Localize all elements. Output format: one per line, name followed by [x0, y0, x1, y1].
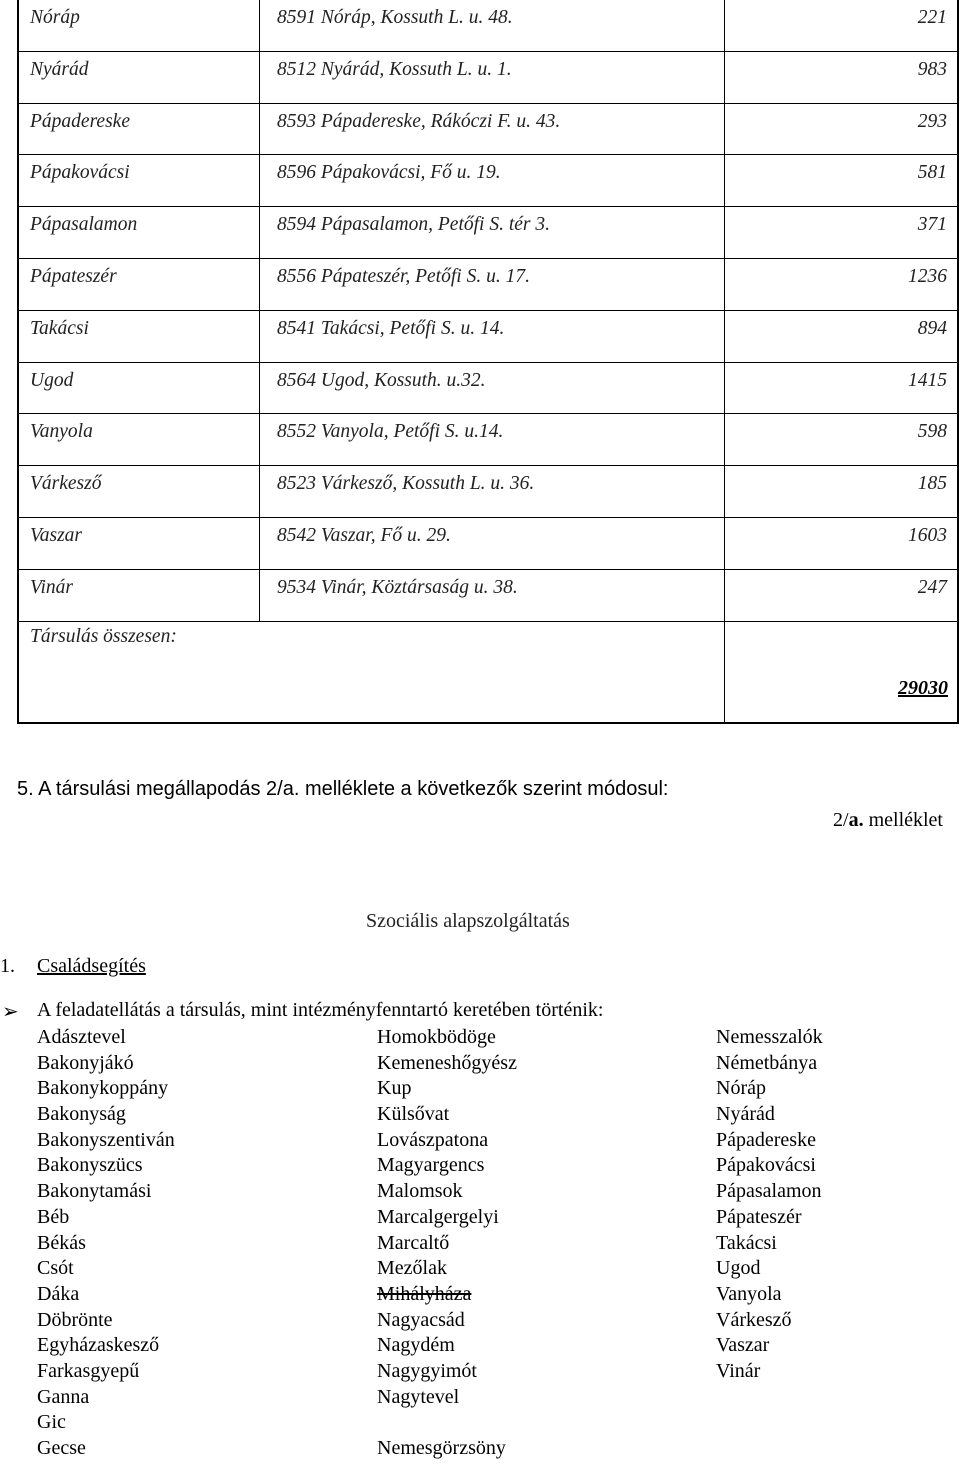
settlement-address: 9534 Vinár, Köztársaság u. 38. [277, 576, 518, 598]
arrow-bullet-icon: ➢ [2, 999, 19, 1023]
settlement-name: Pápadereske [30, 110, 130, 132]
village-column-3 [716, 1025, 823, 1385]
village-name: Takácsi [716, 1231, 777, 1254]
village-name: Pápakovácsi [716, 1154, 816, 1177]
settlement-value: 1415 [908, 369, 947, 391]
settlement-name: Várkesző [30, 473, 102, 495]
village-name: Ugod [716, 1257, 761, 1280]
village-name: Dáka [37, 1282, 80, 1305]
table-row [19, 414, 957, 465]
intro-text: A feladatellátás a társulás, mint intézményfenntartó keretében történik: [37, 999, 604, 1021]
settlement-name: Pápasalamon [30, 214, 138, 236]
annex-label: 2/a. melléklet [833, 809, 943, 831]
village-name: Kup [377, 1077, 412, 1100]
settlement-value: 293 [917, 110, 947, 132]
village-name: Mihályháza [377, 1282, 472, 1305]
settlement-value: 221 [917, 7, 947, 28]
row-divider [19, 621, 957, 622]
table-row [19, 207, 957, 258]
settlement-address: 8594 Pápasalamon, Petőfi S. tér 3. [277, 214, 550, 236]
settlement-name: Vinár [30, 576, 73, 598]
table-row [19, 466, 957, 517]
village-name: Marcaltő [377, 1231, 450, 1254]
settlement-address: 8523 Várkesző, Kossuth L. u. 36. [277, 473, 535, 495]
table-row [19, 155, 957, 206]
settlement-value: 581 [917, 162, 947, 184]
village-column-2 [377, 1025, 517, 1462]
village-name: Ganna [37, 1385, 90, 1408]
total-value: 29030 [898, 677, 948, 699]
village-name: Vanyola [716, 1282, 782, 1305]
settlement-name: Pápakovácsi [30, 162, 130, 184]
settlement-name: Vaszar [30, 525, 83, 546]
village-name: Nagytevel [377, 1385, 460, 1408]
settlement-address: 8541 Takácsi, Petőfi S. u. 14. [277, 317, 505, 339]
settlement-address: 8552 Vanyola, Petőfi S. u.14. [277, 421, 504, 443]
settlement-address: 8512 Nyárád, Kossuth L. u. 1. [277, 58, 512, 80]
village-name: Nemesszalók [716, 1026, 823, 1048]
settlement-address: 8596 Pápakovácsi, Fő u. 19. [277, 162, 501, 184]
total-label: Társulás összesen: [30, 626, 177, 647]
settlement-address: 8556 Pápateszér, Petőfi S. u. 17. [277, 266, 530, 287]
village-name: Pápadereske [716, 1128, 816, 1151]
settlements-table [17, 0, 959, 724]
village-name: Nagyacsád [377, 1308, 465, 1331]
settlement-name: Nyárád [30, 58, 89, 80]
village-name [377, 1410, 517, 1436]
settlement-value: 1603 [908, 525, 947, 546]
settlement-address: 8564 Ugod, Kossuth. u.32. [277, 369, 486, 391]
village-name: Malomsok [377, 1180, 463, 1203]
village-name: Nóráp [716, 1077, 766, 1100]
table-row [19, 104, 957, 155]
village-name: Vaszar [716, 1334, 770, 1357]
table-row [19, 570, 957, 621]
settlement-address: 8591 Nóráp, Kossuth L. u. 48. [277, 7, 513, 28]
settlement-name: Nóráp [30, 7, 80, 28]
item-number: 1. [0, 955, 15, 977]
village-name: Magyargencs [377, 1154, 485, 1177]
section-heading: 5. A társulási megállapodás 2/a. melléklete a következők szerint módosul: [17, 778, 669, 800]
village-name: Bakonyjákó [37, 1051, 134, 1074]
settlement-value: 983 [917, 58, 947, 80]
village-name: Csót [37, 1257, 74, 1280]
subtitle: Szociális alapszolgáltatás [366, 910, 570, 932]
settlement-value: 371 [917, 214, 947, 236]
village-name: Farkasgyepű [37, 1359, 140, 1382]
table-row [19, 52, 957, 103]
village-name: Bakonyság [37, 1103, 126, 1126]
village-column-1 [37, 1025, 175, 1462]
village-name: Egyházaskesző [37, 1334, 160, 1357]
table-row [19, 363, 957, 414]
village-name: Külsővat [377, 1103, 450, 1126]
village-name: Pápateszér [716, 1205, 802, 1228]
table-row [19, 259, 957, 310]
settlement-value: 1236 [908, 266, 947, 287]
village-name: Németbánya [716, 1051, 818, 1074]
village-name: Békás [37, 1231, 86, 1254]
settlement-value: 247 [917, 576, 947, 598]
village-name: Bakonyszentiván [37, 1128, 175, 1151]
village-name: Nagygyimót [377, 1359, 477, 1382]
settlement-name: Pápateszér [30, 266, 117, 287]
village-name: Nemesgörzsöny [377, 1437, 506, 1459]
village-name: Döbrönte [37, 1308, 113, 1331]
village-name: Lovászpatona [377, 1128, 489, 1151]
settlement-value: 598 [917, 421, 947, 443]
settlement-name: Vanyola [30, 421, 93, 443]
settlement-address: 8593 Pápadereske, Rákóczi F. u. 43. [277, 110, 561, 132]
village-name: Bakonytamási [37, 1180, 152, 1203]
settlement-value: 185 [917, 473, 947, 495]
village-name: Bakonykoppány [37, 1077, 169, 1100]
village-name: Nyárád [716, 1103, 775, 1126]
village-name: Pápasalamon [716, 1180, 822, 1203]
settlement-value: 894 [917, 317, 947, 339]
item-label: Családsegítés [37, 955, 146, 977]
table-row [19, 311, 957, 362]
settlement-name: Takácsi [30, 317, 89, 339]
village-name: Homokbödöge [377, 1026, 496, 1048]
table-row [19, 0, 957, 51]
village-name: Marcalgergelyi [377, 1205, 499, 1228]
village-name: Gic [37, 1411, 66, 1434]
settlement-name: Ugod [30, 369, 74, 391]
village-name: Kemeneshőgyész [377, 1051, 517, 1074]
table-row [19, 518, 957, 569]
village-name: Mezőlak [377, 1257, 447, 1280]
village-name: Várkesző [716, 1308, 792, 1331]
village-name: Bakonyszücs [37, 1154, 143, 1177]
village-name: Adásztevel [37, 1026, 126, 1048]
village-name: Nagydém [377, 1334, 455, 1357]
village-name: Vinár [716, 1359, 761, 1382]
village-name: Béb [37, 1205, 70, 1228]
village-name: Gecse [37, 1437, 86, 1459]
settlement-address: 8542 Vaszar, Fő u. 29. [277, 525, 451, 546]
